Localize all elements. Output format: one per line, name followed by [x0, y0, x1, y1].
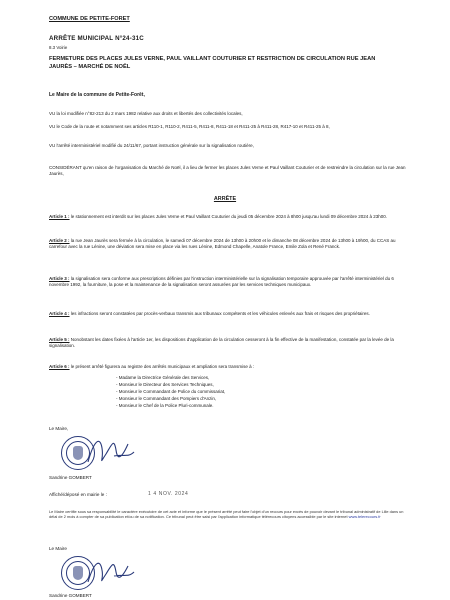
- footnote-text: Le Maire certifie sous sa responsabilité le caractère exécutoire de cet acte et informe que le présent arrêté peut faire l'objet d'un recours pour excès de pouvoir devant le tribunal administratif de Lille dans un délai de 2 mois à compter de sa publication et/ou de sa notification. Ce tribunal peut être saisi par l'application informatique télérecours citoyens accessible par le site internet: [49, 509, 404, 520]
- visa-2: VU le Code de la route et notamment ses articles R110-1, R110-2, R411-5, R411-8, R411-18 et R411-25 à R411-28, R417-10 et R411-25 à 8,: [49, 124, 330, 129]
- article-text: la signalisation sera conforme aux prescriptions définies par l'instruction interministérielle sur la signalisation temporaire approuvée par l'arrêté interministériel du 6 novembre 1992, la fourniture, la pose et la maintenance de la signalisation seront assurées par les services techniques municipaux.: [49, 276, 394, 288]
- article-text: le présent arrêté figurera au registre des arrêtés municipaux et ampliation sera transmise à :: [70, 364, 255, 369]
- article-label: Article 3 :: [49, 276, 70, 281]
- handwritten-signature-2: [84, 554, 136, 592]
- document-title: FERMETURE DES PLACES JULES VERNE, PAUL VAILLANT COUTURIER ET RESTRICTION DE CIRCULATION RUE JEAN JAURÈS – MARCHÉ DE NOËL: [49, 56, 376, 70]
- recipient-item: - Monsieur le Commandant de Police du commissariat,: [116, 389, 226, 394]
- handwritten-signature: [84, 432, 136, 472]
- affichage-date-stamp: 1 4 NOV. 2024: [148, 491, 189, 497]
- signature-label: Le Maire,: [49, 426, 69, 431]
- recipient-item: - Monsieur le Chef de la Police Pluri-communale.: [116, 403, 214, 408]
- mayor-name: Sandrine GOMBERT: [49, 475, 92, 480]
- legal-footnote: [49, 509, 407, 520]
- article-4: [49, 311, 407, 317]
- article-6: [49, 364, 407, 370]
- commune-name: COMMUNE DE PETITE-FORET: [49, 16, 130, 22]
- article-5: [49, 337, 407, 349]
- article-label: Article 5 :: [49, 337, 70, 342]
- article-label: Article 4 :: [49, 311, 70, 316]
- article-text: les infractions seront constatées par procès-verbaux transmis aux tribunaux compétents et les véhicules enlevés aux frais et risques des propriétaires.: [70, 311, 370, 316]
- article-label: Article 1 :: [49, 214, 70, 219]
- article-1: [49, 214, 407, 220]
- article-text: le stationnement est interdit sur les places Jules Verne et Paul Vaillant Couturier du jeudi 05 décembre 2024 à 8h00 jusqu'au lundi 09 décembre 2024 à 23h00.: [70, 214, 388, 219]
- signature-label-2: Le Maire: [49, 546, 67, 551]
- mayor-name-2: Sandrine GOMBERT: [49, 593, 92, 598]
- visa-3: VU l'arrêté interministériel modifié du 24/11/67, portant instruction générale sur la signalisation routière,: [49, 143, 254, 148]
- reference-code: 8.3 Voirie: [49, 45, 68, 50]
- recipient-item: - Monsieur le Directeur des Services Techniques,: [116, 382, 214, 387]
- arrete-heading: ARRÊTE: [213, 196, 237, 202]
- article-label: Article 2 :: [49, 238, 70, 243]
- recipient-item: - Monsieur le Commandant des Pompiers d'Anzin,: [116, 396, 217, 401]
- article-text: la rue Jean Jaurès sera fermée à la circulation, le samedi 07 décembre 2024 de 13h00 à 20h00 et le dimanche 08 décembre 2024 de 13h00 à 19h00, du CCAS au carrefour avec la rue Lénine, une déviation sera mise en place via les rues Lénine, Edmond Chapelle, Anatole France, Emile Zola et René Franck.: [49, 238, 396, 250]
- article-label: Article 6 :: [49, 364, 70, 369]
- maire-line: Le Maire de la commune de Petite-Forêt,: [49, 92, 145, 98]
- article-3: [49, 276, 407, 288]
- article-2: [49, 238, 407, 250]
- considerant-paragraph: CONSIDÉRANT qu'en raison de l'organisation du Marché de Noël, il a lieu de fermer les places Jules Verne et Paul Vaillant Couturier et de restreindre la circulation sur la rue Jean Jaurès,: [49, 165, 406, 177]
- visa-1: VU la loi modifiée n°82-213 du 2 mars 1982 relative aux droits et libertés des collectivités locales,: [49, 111, 243, 116]
- recipient-item: - Madame la Directrice Générale des Services,: [116, 375, 210, 380]
- affichage-label: Affiché/déposé en mairie le :: [49, 492, 107, 497]
- arrete-number: ARRÊTE MUNICIPAL N°24-31C: [49, 35, 144, 42]
- telerecours-link[interactable]: www.telerecours.fr: [348, 514, 381, 520]
- article-text: Nonobstant les dates fixées à l'article 1er, les dispositions d'application de la circulation cesseront à la fin effective de la manifestation, constatée par la levée de la signalisation.: [49, 337, 394, 349]
